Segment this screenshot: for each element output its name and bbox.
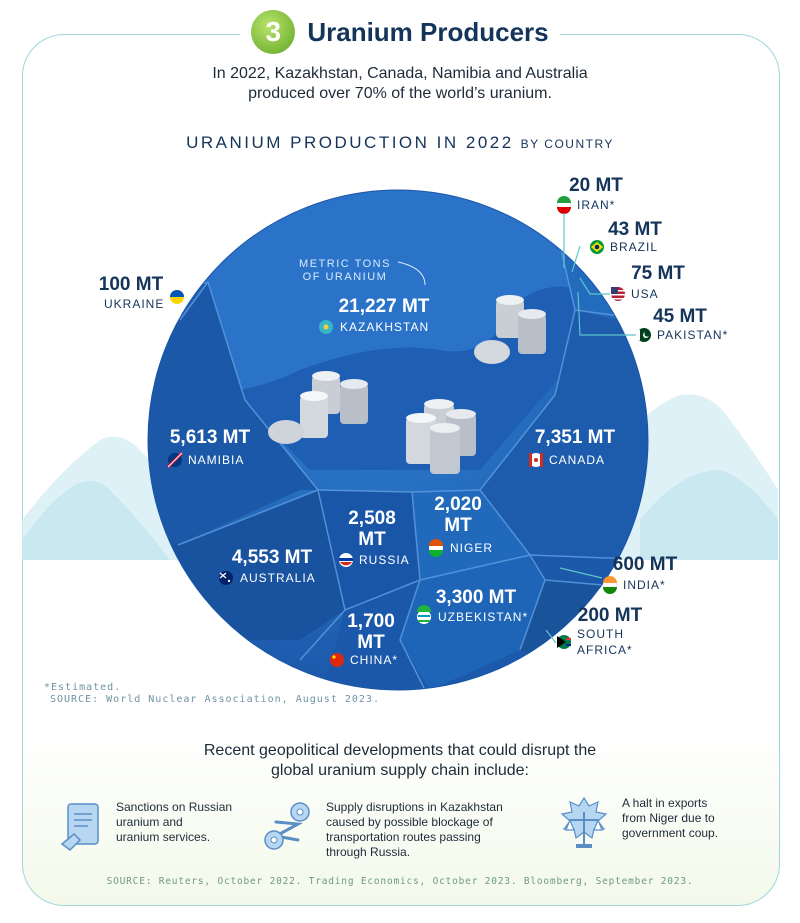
label-country-india: INDIA*: [623, 578, 666, 592]
disruptions-heading-line-2: global uranium supply chain include:: [271, 762, 529, 779]
label-value-canada: 7,351 MT: [534, 427, 616, 448]
label-country-ukraine: UKRAINE: [104, 297, 165, 311]
label-country-usa: USA: [631, 287, 659, 301]
disruption-text-russia: Sanctions on Russian uranium and uranium services.: [116, 800, 233, 844]
label-value-kazakhstan: 21,227 MT: [338, 296, 430, 317]
label-value-iran: 20 MT: [569, 175, 623, 196]
annotation-line-2: OF URANIUM: [302, 271, 388, 283]
disruptions-heading: [0, 741, 800, 781]
label-country-china: CHINA*: [350, 653, 399, 667]
label-country-canada: CANADA: [549, 453, 606, 467]
label-value-usa: 75 MT: [631, 263, 685, 284]
route-icon: [262, 800, 316, 854]
label-country-brazil: BRAZIL: [610, 240, 659, 254]
flag-icon-china: [330, 653, 344, 667]
annotation-line-1: METRIC TONS: [299, 258, 391, 270]
disruptions-heading-line-1: Recent geopolitical developments that could disrupt the: [203, 742, 597, 759]
label-value-pakistan: 45 MT: [653, 306, 707, 327]
label-value-china-1: 1,700: [347, 611, 395, 632]
subtitle-line-2: produced over 70% of the world’s uranium.: [248, 85, 552, 102]
label-value-australia: 4,553 MT: [231, 547, 313, 568]
estimated-note: *Estimated.: [44, 682, 122, 693]
label-value-india: 600 MT: [612, 554, 678, 575]
label-country-kazakhstan: KAZAKHSTAN: [340, 320, 430, 334]
label-value-russia-1: 2,508: [348, 508, 396, 529]
label-country-south-africa-2: AFRICA*: [577, 643, 633, 657]
label-country-uzbekistan: UZBEKISTAN*: [438, 610, 529, 624]
label-value-namibia: 5,613 MT: [169, 427, 251, 448]
disruption-text-niger: A halt in exports from Niger due to government coup.: [622, 796, 719, 840]
label-country-australia: AUSTRALIA: [240, 571, 316, 585]
disruption-item-russia: [60, 800, 232, 852]
label-value-niger-2: MT: [444, 515, 472, 536]
subtitle-line-1: In 2022, Kazakhstan, Canada, Namibia and Australia: [212, 65, 588, 82]
disruption-item-niger: [556, 796, 718, 852]
chart-title-main: URANIUM PRODUCTION IN 2022: [186, 133, 514, 152]
label-value-uzbekistan: 3,300 MT: [435, 587, 517, 608]
page-title: Uranium Producers: [307, 16, 549, 47]
label-value-brazil: 43 MT: [608, 219, 662, 240]
label-country-pakistan: PAKISTAN*: [657, 328, 729, 342]
label-value-ukraine: 100 MT: [98, 274, 164, 295]
chart-title-sub: BY COUNTRY: [520, 137, 614, 151]
disruption-text-kazakhstan: Supply disruptions in Kazakhstan caused by possible blockage of transportation routes passing through Russia.: [326, 800, 503, 859]
label-country-iran: IRAN*: [577, 198, 616, 212]
label-value-russia-2: MT: [358, 529, 386, 550]
label-value-niger-1: 2,020: [434, 494, 482, 515]
source-note: SOURCE: World Nuclear Association, August 2023.: [50, 694, 380, 705]
disruptions-source: SOURCE: Reuters, October 2022. Trading Economics, October 2023. Bloomberg, September 2023.: [106, 876, 694, 887]
disruption-item-kazakhstan: [262, 800, 503, 860]
scales-icon: [556, 796, 612, 852]
label-country-niger: NIGER: [450, 541, 494, 555]
label-country-namibia: NAMIBIA: [188, 453, 245, 467]
document-icon: [60, 800, 106, 852]
label-value-south-africa: 200 MT: [577, 605, 643, 626]
label-value-china-2: MT: [357, 632, 385, 653]
section-number-badge: 3: [251, 10, 295, 54]
label-country-south-africa-1: SOUTH: [577, 627, 624, 641]
label-country-russia: RUSSIA: [359, 553, 410, 567]
